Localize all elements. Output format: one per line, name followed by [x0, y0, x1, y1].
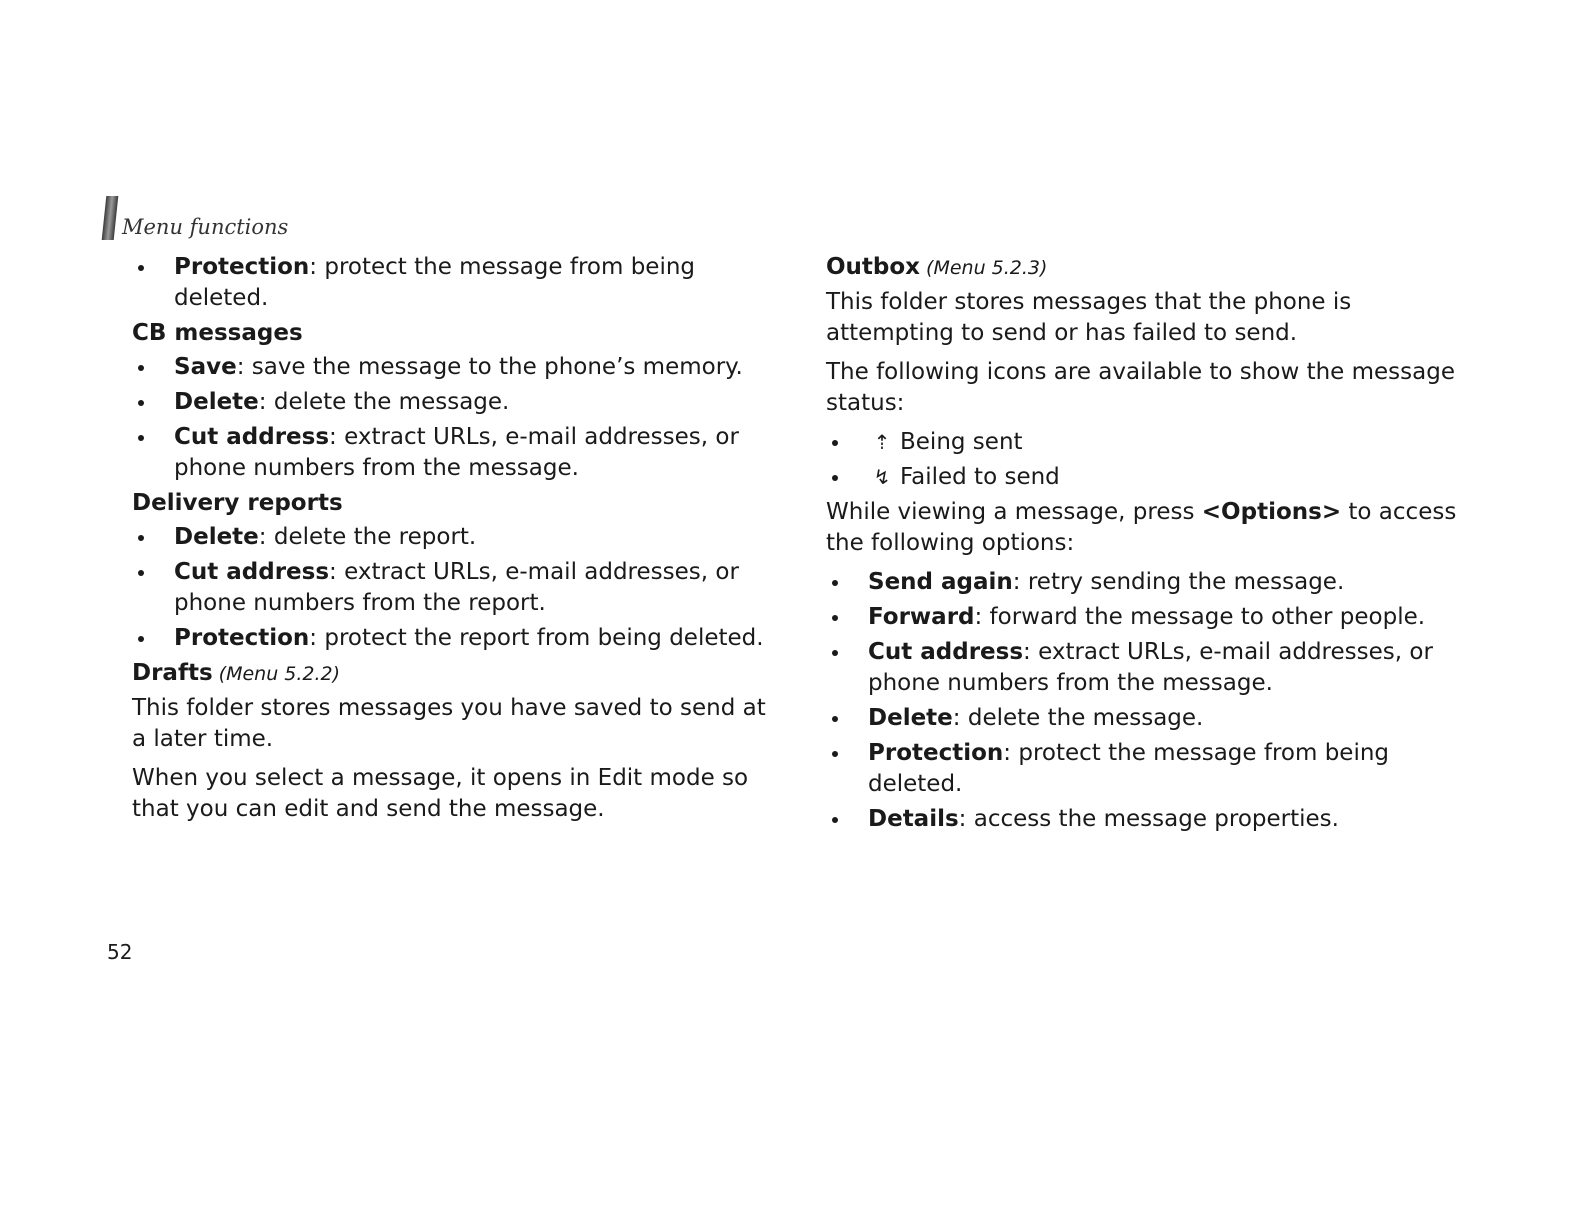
item-term: Send again: [868, 569, 1013, 595]
page-header: [104, 196, 288, 240]
item-term: Protection: [174, 625, 310, 651]
item-term: Delete: [868, 705, 953, 731]
item-text: : protect the message from being deleted.: [868, 740, 1390, 797]
status-label: Failed to send: [900, 464, 1060, 490]
options-intro: [826, 497, 1466, 559]
list-item: [132, 252, 782, 314]
item-text: : save the message to the phone’s memory.: [236, 354, 743, 380]
left-column: [132, 252, 782, 833]
outbox-options-list: [826, 567, 1466, 835]
right-column: [826, 252, 1466, 839]
list-item: [826, 462, 1466, 493]
list-item: [826, 427, 1466, 458]
list-item: [826, 804, 1466, 835]
list-item: [826, 602, 1466, 633]
item-term: Cut address: [868, 639, 1024, 665]
item-text: : protect the report from being deleted.: [309, 625, 764, 651]
item-text: : extract URLs, e-mail addresses, or phone numbers from the message.: [868, 639, 1433, 696]
item-text: : delete the message.: [952, 705, 1204, 731]
failed-to-send-icon: ↯: [873, 465, 891, 489]
list-item: [132, 557, 782, 619]
item-text: : extract URLs, e-mail addresses, or phone numbers from the report.: [174, 559, 739, 616]
item-term: Delete: [174, 389, 259, 415]
list-item: [132, 623, 782, 654]
being-sent-icon: ⇡: [873, 430, 891, 454]
item-text: : protect the message from being deleted.: [174, 254, 696, 311]
options-intro-post: to access the following options:: [826, 499, 1457, 556]
delivery-reports-heading: Delivery reports: [132, 490, 343, 516]
cb-messages-heading: CB messages: [132, 320, 303, 346]
options-intro-pre: While viewing a message, press: [826, 499, 1202, 525]
outbox-description: This folder stores messages that the phone is attempting to send or has failed to send.: [826, 289, 1352, 346]
list-item: [826, 567, 1466, 598]
list-item: [132, 387, 782, 418]
page-number: 52: [107, 940, 133, 964]
drafts-title: Drafts: [132, 660, 213, 686]
outbox-icons-intro: The following icons are available to show the message status:: [826, 359, 1455, 416]
drafts-description: This folder stores messages you have saved to send at a later time.: [132, 695, 766, 752]
delivery-reports-list: [132, 522, 782, 654]
list-item: [132, 422, 782, 484]
status-label: Being sent: [900, 429, 1023, 455]
drafts-edit-note: When you select a message, it opens in Edit mode so that you can edit and send the message.: [132, 765, 749, 822]
outbox-menu-ref: (Menu 5.2.3): [926, 257, 1048, 279]
list-item: [826, 738, 1466, 800]
item-text: : retry sending the message.: [1012, 569, 1345, 595]
header-bar-decoration: [102, 196, 119, 240]
header-title: Menu functions: [122, 215, 289, 239]
item-term: Cut address: [174, 424, 330, 450]
list-item: [132, 352, 782, 383]
item-text: : extract URLs, e-mail addresses, or phone numbers from the message.: [174, 424, 739, 481]
top-items-list: [132, 252, 782, 314]
list-item: [826, 703, 1466, 734]
outbox-title: Outbox: [826, 254, 921, 280]
item-text: : forward the message to other people.: [974, 604, 1426, 630]
item-text: : access the message properties.: [958, 806, 1339, 832]
item-text: : delete the report.: [258, 524, 477, 550]
list-item: [826, 637, 1466, 699]
item-text: : delete the message.: [258, 389, 510, 415]
drafts-heading: [132, 658, 782, 690]
item-term: Save: [174, 354, 237, 380]
item-term: Cut address: [174, 559, 330, 585]
item-term: Delete: [174, 524, 259, 550]
status-icons-list: [826, 427, 1466, 493]
options-key: <Options>: [1201, 499, 1342, 525]
drafts-menu-ref: (Menu 5.2.2): [218, 663, 341, 685]
item-term: Forward: [868, 604, 975, 630]
item-term: Protection: [174, 254, 310, 280]
item-term: Protection: [868, 740, 1004, 766]
cb-messages-list: [132, 352, 782, 484]
list-item: [132, 522, 782, 553]
item-term: Details: [868, 806, 959, 832]
outbox-heading: [826, 252, 1466, 284]
